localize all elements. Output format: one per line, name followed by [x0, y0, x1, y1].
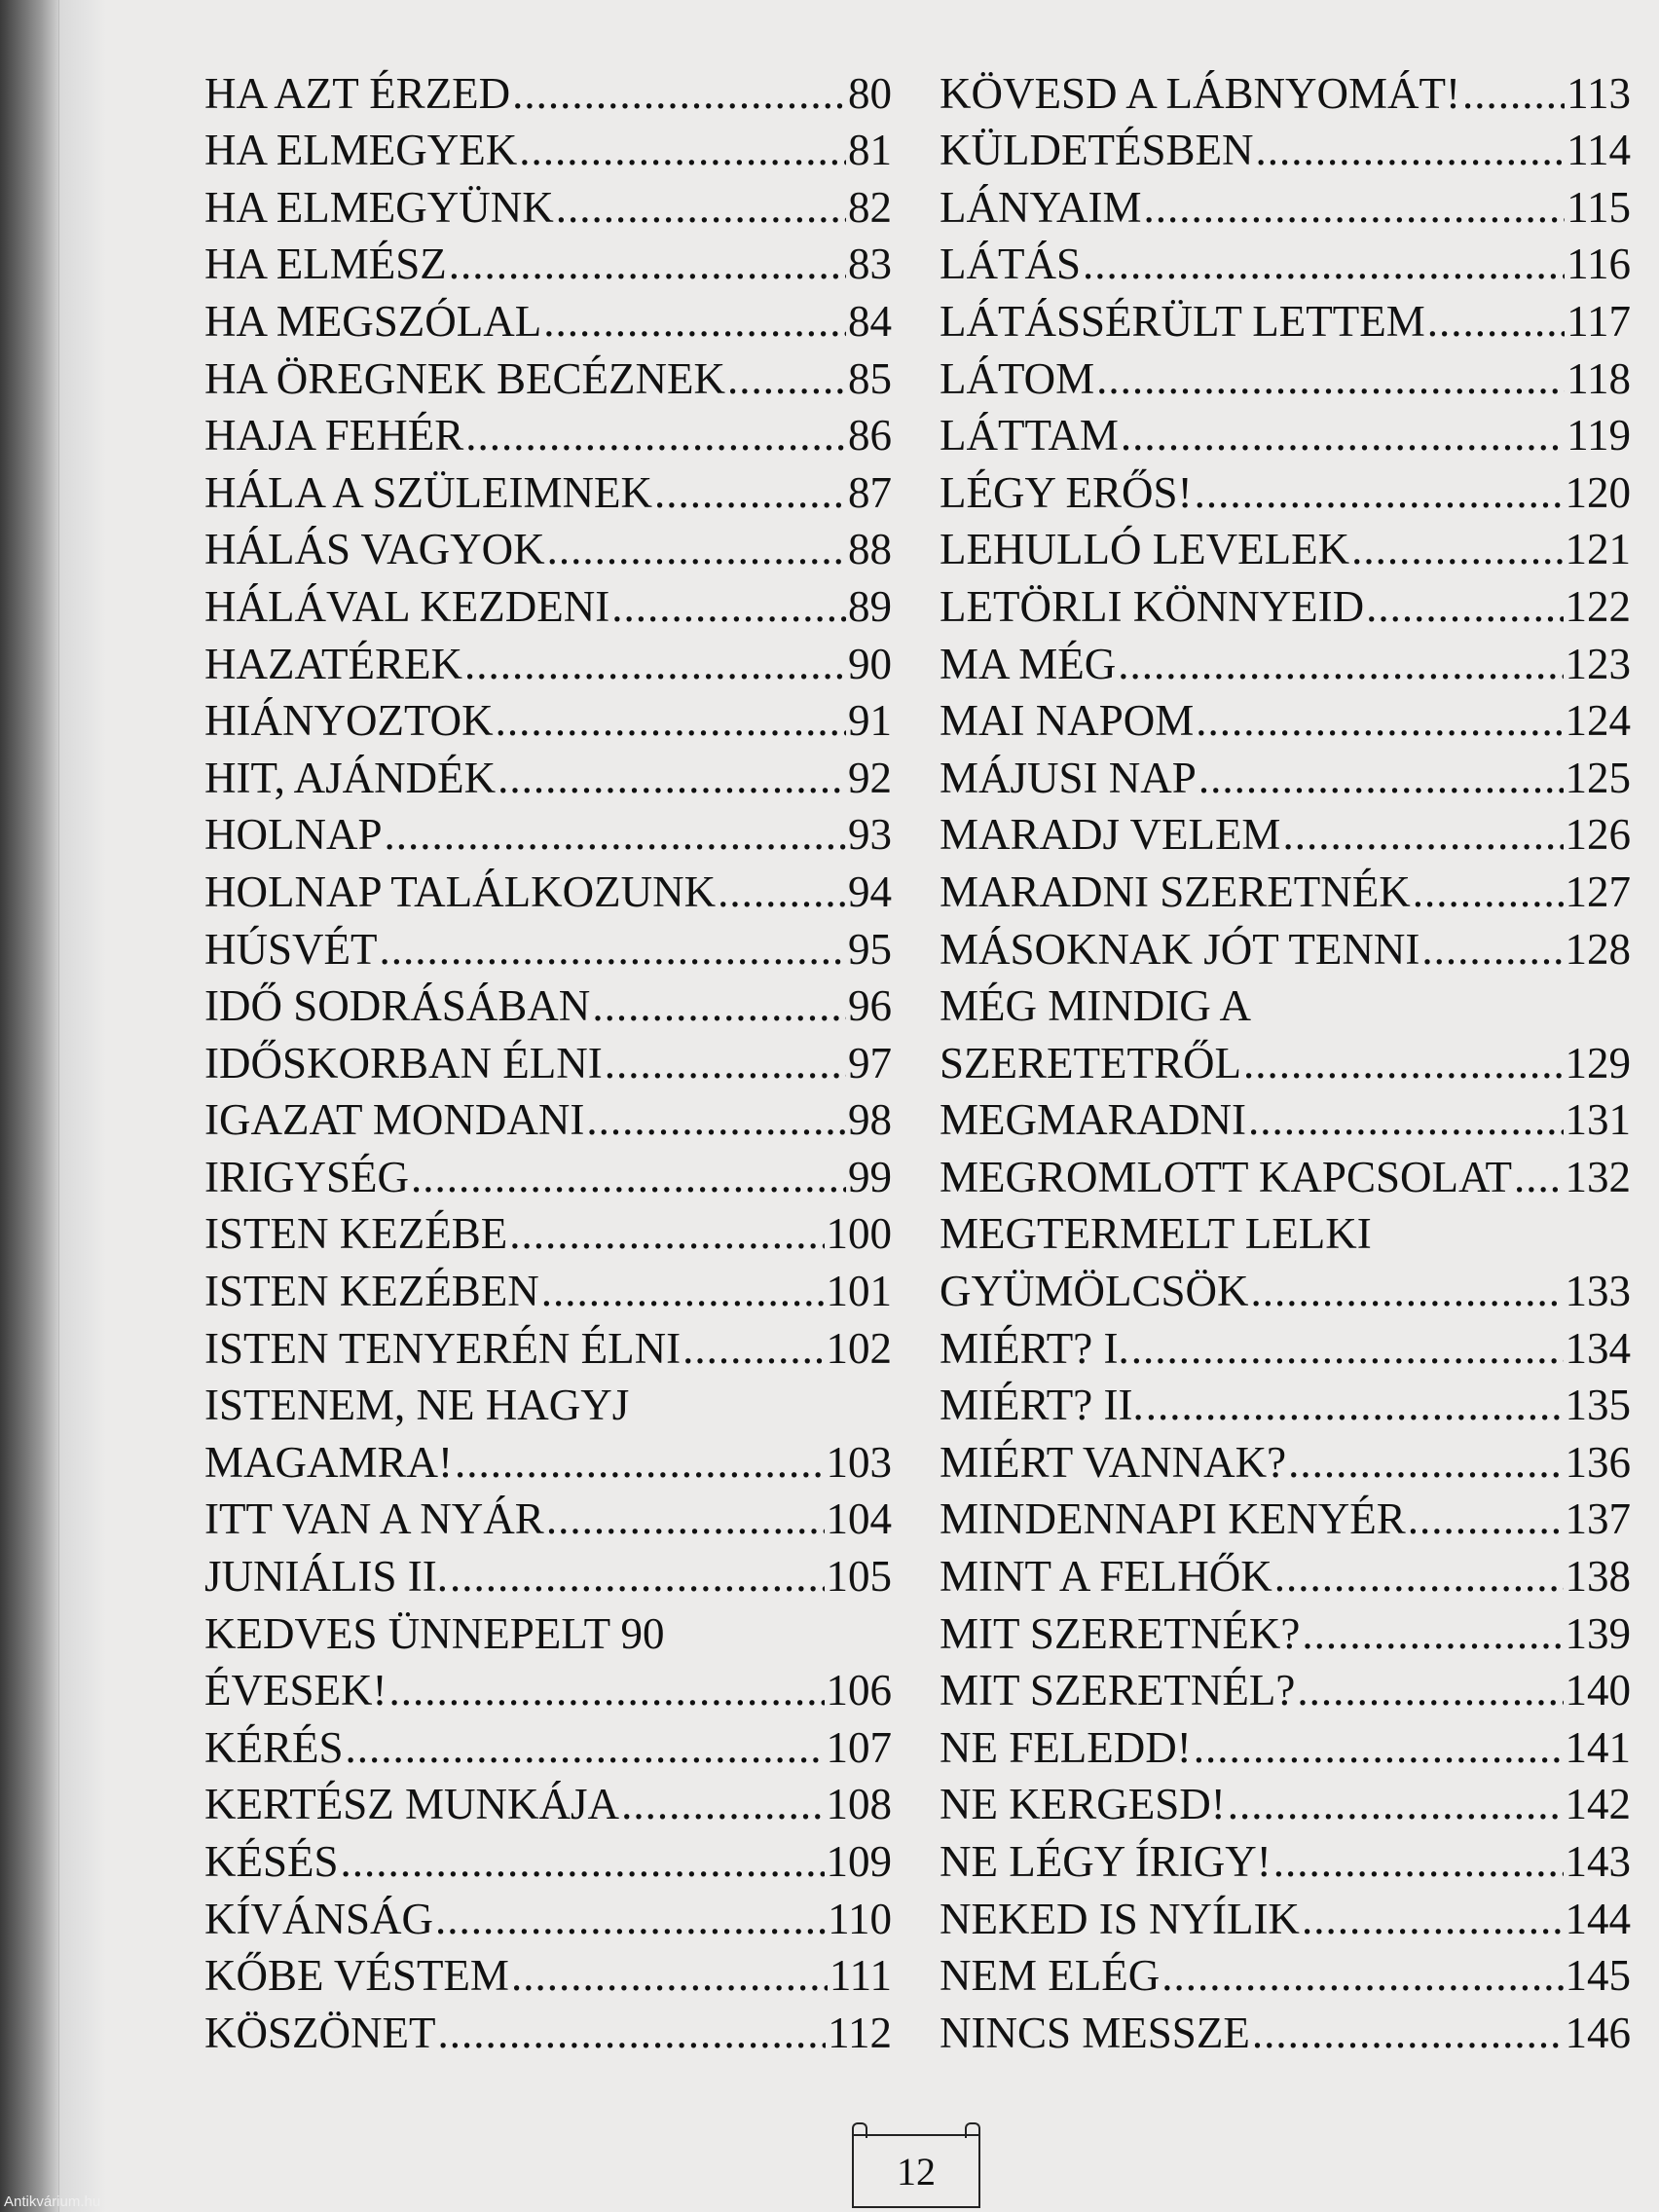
toc-entry-title: NE KERGESD!	[940, 1780, 1226, 1829]
toc-entry	[940, 230, 1631, 287]
toc-entry-title: MEGMARADNI	[940, 1095, 1246, 1145]
toc-entry-title: HÁLÁVAL KEZDENI	[204, 581, 610, 631]
toc-entry-title: MIÉRT? I.	[940, 1323, 1129, 1373]
toc-entry	[204, 571, 892, 629]
toc-leader-dots	[1146, 1383, 1564, 1427]
toc-entry-title: IRIGYSÉG	[204, 1152, 409, 1201]
toc-leader-dots	[511, 1954, 828, 1998]
toc-entry	[940, 686, 1631, 744]
toc-leader-dots	[547, 528, 846, 571]
toc-entry	[940, 1485, 1631, 1542]
toc-entry	[204, 1541, 892, 1602]
toc-entry-page: 125	[1565, 753, 1631, 802]
toc-entry-title: HAZATÉREK	[204, 639, 462, 688]
toc-leader-dots	[1144, 186, 1566, 230]
toc-entry	[940, 1599, 1631, 1656]
toc-leader-dots	[1228, 1783, 1564, 1826]
toc-entry-title: MA MÉG	[940, 639, 1117, 688]
toc-entry	[940, 629, 1631, 686]
toc-entry-title: MIT SZERETNÉK?	[940, 1608, 1301, 1658]
toc-entry	[204, 1770, 892, 1827]
toc-leader-dots	[654, 471, 846, 515]
toc-entry-page: 90	[848, 639, 892, 688]
toc-leader-dots	[1274, 1555, 1564, 1599]
toc-entry	[940, 1884, 1631, 1941]
toc-leader-dots	[1273, 1840, 1564, 1884]
toc-entry-title: MIÉRT VANNAK?	[940, 1437, 1287, 1487]
toc-entry-page: 137	[1565, 1494, 1631, 1544]
toc-leader-dots	[556, 186, 846, 230]
toc-entry-page: 80	[848, 68, 892, 118]
toc-entry-title: HÁLA A SZÜLEIMNEK	[204, 467, 652, 517]
toc-leader-dots	[341, 1840, 825, 1884]
toc-leader-dots	[1118, 643, 1563, 686]
toc-entry-title: NEM ELÉG	[940, 1951, 1161, 2001]
toc-entry-page: 86	[848, 411, 892, 461]
toc-entry	[204, 1086, 892, 1143]
toc-entry-title: MARADNI SZERETNÉK	[940, 866, 1411, 916]
toc-leader-dots	[464, 643, 846, 686]
toc-entry-title: MAI NAPOM	[940, 696, 1195, 746]
toc-entry-page: 94	[848, 866, 892, 916]
toc-entry-page: 101	[826, 1267, 892, 1316]
toc-leader-dots	[1408, 1497, 1564, 1541]
toc-entry	[204, 972, 892, 1029]
toc-leader-dots	[496, 699, 846, 743]
toc-entry	[940, 857, 1631, 914]
toc-leader-dots	[1243, 1042, 1564, 1086]
toc-leader-dots	[385, 813, 846, 857]
toc-entry-page: 116	[1567, 240, 1631, 289]
toc-leader-dots	[1282, 813, 1563, 857]
toc-leader-dots	[1196, 699, 1563, 743]
page-edge	[58, 0, 106, 2212]
toc-entry-title: KÉRÉS	[204, 1722, 344, 1772]
toc-entry	[940, 1313, 1631, 1371]
toc-entry-title: ISTEN TENYERÉN ÉLNI	[204, 1323, 682, 1373]
toc-entry	[204, 401, 892, 459]
toc-entry	[204, 116, 892, 173]
toc-entry-title: LÁTOM	[940, 353, 1095, 403]
toc-entry-title: MÁSOKNAK JÓT TENNI	[940, 924, 1420, 974]
toc-entry-title: IGAZAT MONDANI	[204, 1095, 585, 1145]
toc-entry	[204, 686, 892, 744]
toc-entry-page: 105	[826, 1552, 892, 1602]
toc-entry-title: JUNIÁLIS II.	[204, 1552, 448, 1602]
toc-entry	[204, 1199, 892, 1257]
toc-leader-dots	[1366, 585, 1563, 629]
toc-leader-dots	[592, 984, 846, 1028]
toc-entry	[204, 1713, 892, 1770]
toc-leader-dots	[1427, 300, 1565, 344]
toc-entry	[204, 857, 892, 914]
toc-entry	[940, 800, 1631, 858]
toc-entry-page: 110	[828, 1894, 892, 1943]
toc-entry	[940, 172, 1631, 230]
toc-entry-page: 100	[826, 1209, 892, 1259]
toc-entry	[940, 1656, 1631, 1714]
toc-entry-page: 144	[1565, 1894, 1631, 1943]
toc-entry	[204, 1485, 892, 1542]
toc-leader-dots	[727, 357, 846, 401]
toc-entry-title: MIT SZERETNÉL?	[940, 1666, 1296, 1715]
toc-leader-dots	[1096, 357, 1565, 401]
toc-leader-dots	[1248, 1098, 1564, 1142]
toc-entry-title: NE FELEDD!	[940, 1722, 1192, 1772]
toc-leader-dots	[388, 1669, 824, 1713]
toc-leader-dots	[1161, 1954, 1563, 1998]
toc-entry	[940, 515, 1631, 572]
toc-entry-title: LÁNYAIM	[940, 182, 1142, 232]
toc-entry-title: KÖVESD A LÁBNYOMÁT!	[940, 68, 1461, 118]
toc-leader-dots	[435, 1898, 826, 1941]
toc-leader-dots	[682, 1327, 824, 1371]
toc-leader-dots	[1351, 528, 1563, 571]
toc-entry-title: HA ELMEGYÜNK	[204, 182, 554, 232]
toc-entry-page: 113	[1567, 68, 1631, 118]
toc-entry	[940, 1826, 1631, 1884]
toc-leader-dots	[1288, 1441, 1563, 1485]
toc-entry	[940, 1086, 1631, 1143]
toc-entry	[204, 629, 892, 686]
toc-entry	[204, 1028, 892, 1086]
toc-entry-page: 133	[1565, 1267, 1631, 1316]
toc-entry	[940, 972, 1631, 1029]
toc-entry	[204, 344, 892, 401]
toc-entry-page: 143	[1565, 1837, 1631, 1886]
toc-entry	[204, 1826, 892, 1884]
toc-entry-title: HA ELMÉSZ	[204, 240, 447, 289]
toc-entry-page: 84	[848, 296, 892, 346]
toc-entry-title: IDŐSKORBAN ÉLNI	[204, 1038, 603, 1088]
toc-entry-title: GYÜMÖLCSÖK	[940, 1267, 1249, 1316]
toc-entry-page: 136	[1565, 1437, 1631, 1487]
toc-entry-page: 145	[1565, 1951, 1631, 2001]
toc-entry-title: NEKED IS NYÍLIK	[940, 1894, 1300, 1943]
toc-column-right	[940, 58, 1631, 2055]
toc-entry-page: 135	[1565, 1381, 1631, 1430]
toc-entry	[940, 743, 1631, 800]
toc-leader-dots	[1462, 72, 1565, 116]
toc-entry	[940, 571, 1631, 629]
toc-entry	[940, 1941, 1631, 1999]
toc-entry-page: 114	[1567, 126, 1631, 175]
toc-entry-page: 109	[826, 1837, 892, 1886]
toc-entry	[204, 172, 892, 230]
toc-entry-title: IDŐ SODRÁSÁBAN	[204, 981, 591, 1031]
toc-entry-page: 126	[1565, 810, 1631, 860]
toc-leader-dots	[541, 1270, 825, 1313]
toc-entry-page: 104	[826, 1494, 892, 1544]
toc-entry-page: 99	[848, 1152, 892, 1201]
toc-entry-page: 88	[848, 525, 892, 574]
toc-entry-page: 124	[1565, 696, 1631, 746]
toc-entry-page: 141	[1565, 1722, 1631, 1772]
toc-entry-title: MAGAMRA!	[204, 1437, 454, 1487]
toc-leader-dots	[512, 72, 846, 116]
toc-entry-title: KÍVÁNSÁG	[204, 1894, 433, 1943]
toc-entry	[204, 1427, 892, 1485]
toc-entry-page: 83	[848, 240, 892, 289]
toc-entry-title: HOLNAP TALÁLKOZUNK	[204, 866, 717, 916]
toc-leader-dots	[1421, 928, 1563, 972]
toc-entry	[204, 914, 892, 972]
toc-entry	[940, 401, 1631, 459]
toc-entry-page: 91	[848, 696, 892, 746]
toc-leader-dots	[465, 414, 846, 458]
toc-leader-dots	[1514, 1156, 1564, 1199]
toc-entry-title: MEGROMLOTT KAPCSOLAT	[940, 1152, 1512, 1201]
toc-entry-page: 103	[826, 1437, 892, 1487]
toc-entry-title: KŐBE VÉSTEM	[204, 1951, 509, 2001]
toc-entry-title: LÁTTAM	[940, 411, 1119, 461]
toc-entry-page: 127	[1565, 866, 1631, 916]
toc-entry-title: HIT, AJÁNDÉK	[204, 753, 497, 802]
toc-entry	[940, 1199, 1631, 1257]
toc-entry	[204, 1599, 892, 1656]
toc-entry-title: KÜLDETÉSBEN	[940, 126, 1254, 175]
toc-entry-page: 131	[1565, 1095, 1631, 1145]
toc-entry-title: NE LÉGY ÍRIGY!	[940, 1837, 1272, 1886]
toc-leader-dots	[718, 870, 846, 914]
toc-leader-dots	[546, 1497, 825, 1541]
toc-leader-dots	[1255, 129, 1565, 172]
toc-entry-title: HA ÖREGNEK BECÉZNEK	[204, 353, 725, 403]
toc-entry-title: HÚSVÉT	[204, 924, 378, 974]
toc-entry-page: 97	[848, 1038, 892, 1088]
toc-entry	[940, 1998, 1631, 2055]
toc-entry-page: 111	[829, 1951, 892, 2001]
toc-entry	[940, 914, 1631, 972]
watermark: Antikvárium.hu	[4, 2194, 101, 2210]
toc-entry-page: 139	[1565, 1608, 1631, 1658]
toc-entry-page: 119	[1567, 411, 1631, 461]
toc-entry-title: HA ELMEGYEK	[204, 126, 518, 175]
toc-entry	[940, 344, 1631, 401]
toc-entry	[940, 1028, 1631, 1086]
toc-entry-page: 112	[828, 2008, 892, 2057]
toc-leader-dots	[509, 1212, 824, 1256]
toc-leader-dots	[543, 300, 846, 344]
toc-entry	[940, 1256, 1631, 1316]
page-number: 12	[897, 2149, 936, 2194]
toc-leader-dots	[586, 1098, 846, 1142]
toc-entry-page: 120	[1565, 467, 1631, 517]
toc-entry	[204, 1941, 892, 1999]
toc-entry	[940, 286, 1631, 344]
toc-entry	[940, 116, 1631, 173]
toc-entry	[204, 1142, 892, 1199]
toc-entry-title: MÁJUSI NAP	[940, 753, 1197, 802]
toc-leader-dots	[411, 1156, 846, 1199]
toc-leader-dots	[621, 1783, 824, 1826]
toc-entry	[940, 1713, 1631, 1770]
toc-leader-dots	[449, 242, 846, 286]
toc-entry-title: ITT VAN A NYÁR	[204, 1494, 544, 1544]
toc-entry-page: 87	[848, 467, 892, 517]
toc-entry-page: 106	[826, 1666, 892, 1715]
toc-leader-dots	[1121, 414, 1565, 458]
book-spine	[0, 0, 58, 2212]
toc-entry-title: HA AZT ÉRZED	[204, 68, 511, 118]
toc-entry-title: ÉVESEK!	[204, 1666, 387, 1715]
toc-leader-dots	[1198, 756, 1564, 800]
toc-leader-dots	[450, 1555, 825, 1599]
toc-entry-page: 96	[848, 981, 892, 1031]
toc-leader-dots	[437, 2011, 826, 2055]
toc-leader-dots	[611, 585, 846, 629]
toc-entry	[204, 1884, 892, 1941]
toc-entry	[940, 1371, 1631, 1428]
toc-entry-title: HIÁNYOZTOK	[204, 696, 494, 746]
toc-entry-page: 121	[1565, 525, 1631, 574]
toc-leader-dots	[1194, 1726, 1564, 1770]
toc-leader-dots	[1083, 242, 1565, 286]
toc-entry-title: MINT A FELHŐK	[940, 1552, 1272, 1602]
toc-entry-page: 82	[848, 182, 892, 232]
toc-entry	[940, 58, 1631, 116]
toc-entry-page: 107	[826, 1722, 892, 1772]
toc-entry-page: 92	[848, 753, 892, 802]
toc-entry-title: MIÉRT? II.	[940, 1381, 1144, 1430]
toc-entry	[204, 1371, 892, 1428]
toc-entry	[204, 1256, 892, 1316]
toc-entry	[940, 1541, 1631, 1602]
toc-entry	[940, 1427, 1631, 1485]
toc-leader-dots	[605, 1042, 846, 1086]
toc-entry-title: KERTÉSZ MUNKÁJA	[204, 1780, 620, 1829]
toc-column-left	[204, 58, 892, 2055]
toc-entry	[940, 1770, 1631, 1827]
toc-entry-title: MINDENNAPI KENYÉR	[940, 1494, 1406, 1544]
toc-entry-title: LETÖRLI KÖNNYEID	[940, 581, 1365, 631]
toc-entry-title: MÉG MINDIG A	[940, 981, 1251, 1031]
toc-leader-dots	[1302, 1612, 1563, 1656]
toc-entry	[204, 230, 892, 287]
toc-leader-dots	[1131, 1327, 1564, 1371]
toc-entry-page: 102	[826, 1323, 892, 1373]
toc-entry	[204, 1998, 892, 2055]
toc-entry-title: ISTEN KEZÉBEN	[204, 1267, 539, 1316]
toc-entry	[204, 458, 892, 515]
toc-entry-title: KEDVES ÜNNEPELT 90	[204, 1608, 665, 1658]
toc-leader-dots	[498, 756, 846, 800]
toc-entry-page: 93	[848, 810, 892, 860]
toc-entry-title: ISTENEM, NE HAGYJ	[204, 1381, 630, 1430]
toc-entry-title: KÉSÉS	[204, 1837, 339, 1886]
toc-entry-page: 128	[1565, 924, 1631, 974]
toc-entry-title: MARADJ VELEM	[940, 810, 1281, 860]
toc-leader-dots	[1302, 1898, 1564, 1941]
toc-entry	[204, 286, 892, 344]
toc-entry-page: 81	[848, 126, 892, 175]
toc-entry-page: 142	[1565, 1780, 1631, 1829]
toc-entry-page: 117	[1567, 296, 1631, 346]
toc-entry-page: 95	[848, 924, 892, 974]
toc-entry	[204, 1656, 892, 1714]
toc-entry-page: 129	[1565, 1038, 1631, 1088]
toc-entry-title: KÖSZÖNET	[204, 2008, 436, 2057]
toc-entry	[204, 515, 892, 572]
toc-entry	[204, 743, 892, 800]
toc-leader-dots	[1252, 2011, 1564, 2055]
toc-entry-page: 146	[1565, 2008, 1631, 2057]
toc-entry-title: LÁTÁS	[940, 240, 1081, 289]
toc-leader-dots	[1413, 870, 1564, 914]
toc-entry-page: 85	[848, 353, 892, 403]
toc-leader-dots	[1195, 471, 1564, 515]
toc-entry-page: 98	[848, 1095, 892, 1145]
toc-entry-page: 108	[826, 1780, 892, 1829]
toc-entry-page: 134	[1565, 1323, 1631, 1373]
toc-entry-page: 89	[848, 581, 892, 631]
toc-leader-dots	[519, 129, 846, 172]
toc-entry-title: LÁTÁSSÉRÜLT LETTEM	[940, 296, 1425, 346]
toc-entry-title: HA MEGSZÓLAL	[204, 296, 542, 346]
toc-entry-page: 123	[1565, 639, 1631, 688]
toc-leader-dots	[455, 1441, 824, 1485]
toc-entry	[204, 800, 892, 858]
toc-leader-dots	[1297, 1669, 1563, 1713]
toc-leader-dots	[1251, 1270, 1564, 1313]
toc-entry-title: SZERETETRŐL	[940, 1038, 1241, 1088]
toc-entry-title: NINCS MESSZE	[940, 2008, 1250, 2057]
toc-entry-page: 140	[1565, 1666, 1631, 1715]
toc-entry-title: LEHULLÓ LEVELEK	[940, 525, 1350, 574]
toc-entry-page: 118	[1567, 353, 1631, 403]
toc-entry-page: 132	[1565, 1152, 1631, 1201]
toc-entry-title: HOLNAP	[204, 810, 383, 860]
page-number-scroll	[852, 2134, 980, 2208]
toc-entry	[940, 458, 1631, 515]
toc-entry	[204, 1313, 892, 1371]
toc-entry-title: LÉGY ERŐS!	[940, 467, 1193, 517]
toc-entry-page: 115	[1567, 182, 1631, 232]
toc-entry-page: 122	[1565, 581, 1631, 631]
toc-entry	[204, 58, 892, 116]
toc-entry-title: HAJA FEHÉR	[204, 411, 464, 461]
toc-entry-title: ISTEN KEZÉBE	[204, 1209, 508, 1259]
toc-entry-title: HÁLÁS VAGYOK	[204, 525, 545, 574]
toc-entry-page: 138	[1565, 1552, 1631, 1602]
toc-leader-dots	[380, 928, 847, 972]
toc-entry-title: MEGTERMELT LELKI	[940, 1209, 1372, 1259]
toc-entry	[940, 1142, 1631, 1199]
toc-leader-dots	[346, 1726, 825, 1770]
